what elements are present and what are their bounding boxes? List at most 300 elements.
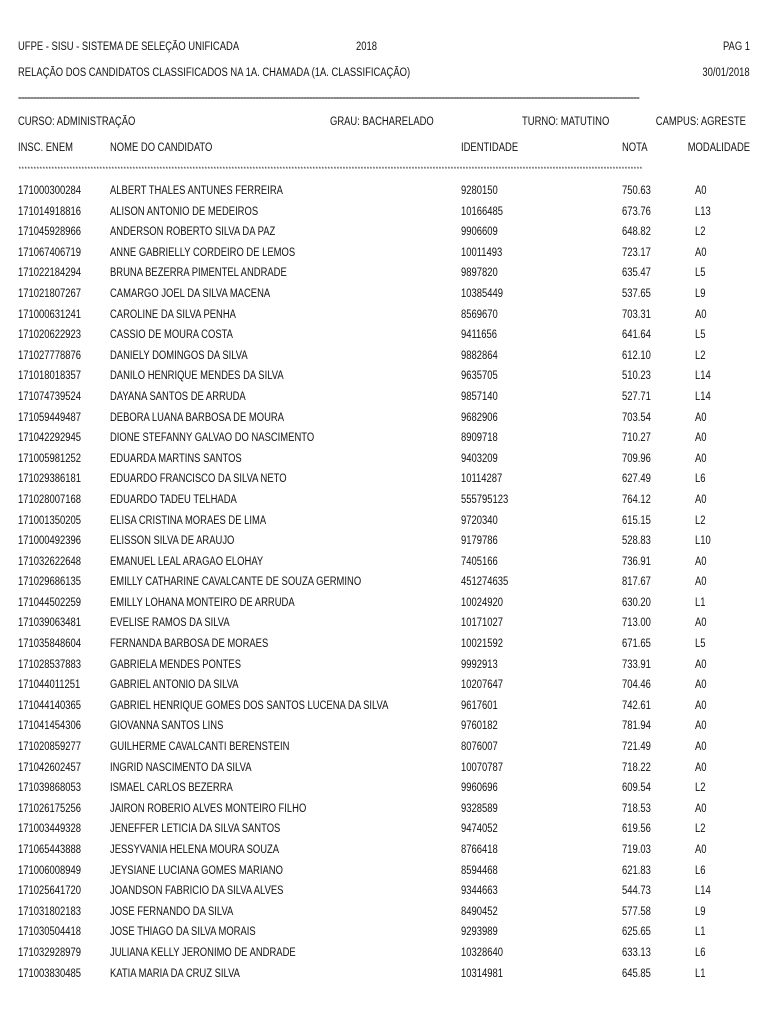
- candidate-name: [110, 308, 264, 322]
- candidate-insc: [18, 390, 95, 404]
- candidate-insc-text: 171039063481: [18, 617, 81, 630]
- candidate-name-text: JULIANA KELLY JERONIMO DE ANDRADE: [110, 946, 296, 959]
- candidate-insc: [18, 308, 95, 322]
- candidate-name-text: JENEFFER LETICIA DA SILVA SANTOS: [110, 823, 281, 836]
- table-row: [0, 864, 768, 885]
- candidate-name-text: ANDERSON ROBERTO SILVA DA PAZ: [110, 226, 276, 239]
- candidate-nota-text: 750.63: [622, 185, 651, 197]
- candidate-nota: [622, 616, 657, 630]
- candidate-nota-text: 615.15: [622, 514, 651, 527]
- candidate-nota: [622, 884, 657, 898]
- candidate-modalidade: [695, 740, 709, 754]
- candidate-identidade-text: 9344663: [461, 885, 498, 898]
- candidate-identidade-text: 9179786: [461, 535, 498, 548]
- candidate-name-text: GUILHERME CAVALCANTI BERENSTEIN: [110, 741, 290, 754]
- candidate-insc-text: 171039868053: [18, 782, 81, 795]
- candidate-nota-text: 633.13: [622, 946, 651, 959]
- candidate-modalidade-text: A0: [695, 741, 707, 754]
- candidate-modalidade: [695, 493, 709, 507]
- candidate-identidade: [461, 246, 511, 260]
- candidate-nota-text: 781.94: [622, 720, 651, 733]
- table-row: [0, 967, 768, 988]
- candidate-name-text: CASSIO DE MOURA COSTA: [110, 329, 233, 342]
- candidate-identidade-text: 10070787: [461, 761, 503, 774]
- candidate-name: [110, 781, 260, 795]
- table-row: [0, 616, 768, 637]
- candidate-identidade: [461, 843, 506, 857]
- report-subtitle: [18, 66, 496, 80]
- candidate-insc: [18, 431, 95, 445]
- candidate-insc-text: 171028007168: [18, 493, 81, 506]
- candidate-name: [110, 246, 336, 260]
- candidate-nota: [622, 699, 657, 713]
- course-degree-text: GRAU: BACHARELADO: [330, 116, 434, 128]
- candidate-modalidade: [695, 596, 708, 610]
- candidate-nota-text: 527.71: [622, 390, 651, 403]
- candidate-insc-text: 171031802183: [18, 905, 81, 918]
- candidate-insc-text: 171020622923: [18, 329, 81, 342]
- candidate-name-text: ELISA CRISTINA MORAES DE LIMA: [110, 514, 267, 527]
- candidate-modalidade: [695, 719, 709, 733]
- candidate-insc: [18, 555, 95, 569]
- candidate-modalidade: [695, 905, 708, 919]
- table-row: [0, 431, 768, 452]
- candidate-name: [110, 555, 297, 569]
- candidate-identidade-text: 10385449: [461, 287, 503, 300]
- candidate-modalidade-text: L1: [695, 967, 706, 980]
- candidate-name-text: INGRID NASCIMENTO DA SILVA: [110, 761, 252, 774]
- table-row: [0, 925, 768, 946]
- candidate-nota-text: 710.27: [622, 432, 651, 445]
- report-year: [356, 40, 382, 54]
- candidate-name: [110, 967, 268, 981]
- candidate-insc-text: 171022184294: [18, 267, 81, 280]
- candidate-modalidade: [695, 802, 709, 816]
- candidate-insc-text: 171035848604: [18, 638, 81, 651]
- candidate-name: [110, 658, 270, 672]
- candidate-identidade: [461, 699, 506, 713]
- candidate-modalidade: [695, 184, 709, 198]
- candidate-modalidade-text: A0: [695, 761, 707, 774]
- candidate-modalidade: [695, 411, 709, 425]
- table-row: [0, 472, 768, 493]
- candidate-modalidade: [695, 761, 709, 775]
- course-campus: [636, 115, 746, 129]
- candidate-insc-text: 171005981252: [18, 452, 81, 465]
- candidate-identidade-text: 9293989: [461, 926, 498, 939]
- candidate-nota-text: 713.00: [622, 617, 651, 630]
- candidate-nota-text: 619.56: [622, 823, 651, 836]
- candidate-modalidade: [695, 658, 709, 672]
- candidate-identidade-text: 8766418: [461, 844, 498, 856]
- candidate-identidade-text: 10011493: [461, 246, 503, 259]
- candidate-identidade-text: 10166485: [461, 205, 503, 218]
- column-header-insc-text: INSC. ENEM: [18, 142, 74, 154]
- candidate-modalidade-text: A0: [695, 802, 707, 815]
- course-shift-text: TURNO: MATUTINO: [522, 116, 610, 128]
- candidate-nota-text: 742.61: [622, 699, 651, 712]
- candidate-nota: [622, 864, 657, 878]
- separator-stars-line: ****************************************************************************************************************************************************************************************************************: [18, 166, 643, 173]
- candidate-nota: [622, 328, 657, 342]
- candidate-insc-text: 171001350205: [18, 514, 81, 527]
- candidate-modalidade-text: A0: [695, 432, 707, 445]
- candidate-nota-text: 721.49: [622, 741, 651, 754]
- candidate-insc: [18, 225, 95, 239]
- system-title: [18, 40, 288, 54]
- candidate-identidade: [461, 616, 512, 630]
- candidate-identidade-text: 9857140: [461, 390, 498, 403]
- candidate-insc: [18, 740, 95, 754]
- candidate-identidade: [461, 719, 506, 733]
- candidate-name-text: DIONE STEFANNY GALVAO DO NASCIMENTO: [110, 432, 315, 445]
- candidate-name: [110, 575, 416, 589]
- column-header-modalidade-text: MODALIDADE: [687, 142, 750, 154]
- candidate-nota: [622, 452, 657, 466]
- candidate-insc-text: 171044502259: [18, 596, 81, 609]
- candidate-name-text: BRUNA BEZERRA PIMENTEL ANDRADE: [110, 267, 287, 280]
- course-campus-text: CAMPUS: AGRESTE: [655, 116, 746, 128]
- table-row: [0, 308, 768, 329]
- table-row: [0, 390, 768, 411]
- candidate-modalidade-text: A0: [695, 844, 707, 856]
- candidate-name-text: EMANUEL LEAL ARAGAO ELOHAY: [110, 555, 264, 568]
- column-header-modalidade: [674, 141, 750, 155]
- candidate-insc: [18, 205, 95, 219]
- candidate-name-text: ALBERT THALES ANTUNES FERREIRA: [110, 185, 283, 197]
- candidate-insc: [18, 369, 95, 383]
- candidate-modalidade: [695, 864, 708, 878]
- candidate-modalidade: [695, 246, 709, 260]
- candidate-modalidade: [695, 308, 709, 322]
- candidate-modalidade: [695, 390, 714, 404]
- candidate-name: [110, 349, 278, 363]
- candidate-name-text: GIOVANNA SANTOS LINS: [110, 720, 224, 733]
- candidate-nota-text: 544.73: [622, 885, 651, 898]
- candidate-insc-text: 171032928979: [18, 946, 81, 959]
- candidate-insc-text: 171018018357: [18, 370, 81, 383]
- candidate-insc-text: 171032622648: [18, 555, 81, 568]
- candidate-modalidade: [695, 287, 708, 301]
- column-header-nome-text: NOME DO CANDIDATO: [110, 142, 213, 154]
- candidate-modalidade-text: A0: [695, 411, 707, 424]
- candidate-modalidade-text: L6: [695, 473, 706, 486]
- table-row: [0, 822, 768, 843]
- candidate-identidade-text: 10114287: [461, 473, 503, 486]
- candidate-name: [110, 637, 303, 651]
- candidate-identidade: [461, 946, 512, 960]
- candidate-modalidade-text: L5: [695, 267, 706, 280]
- candidate-name-text: ELISSON SILVA DE ARAUJO: [110, 535, 235, 548]
- candidate-identidade: [461, 555, 506, 569]
- candidate-nota-text: 703.54: [622, 411, 651, 424]
- candidate-identidade-text: 10171027: [461, 617, 503, 630]
- table-row: [0, 761, 768, 782]
- candidate-nota-text: 645.85: [622, 967, 651, 980]
- candidate-name: [110, 699, 450, 713]
- candidate-identidade-text: 10021592: [461, 638, 503, 651]
- candidate-insc: [18, 719, 95, 733]
- candidate-nota: [622, 369, 657, 383]
- separator-equals-line: ===============================================================================================================================================================================================================: [18, 95, 640, 102]
- candidate-insc-text: 171042292945: [18, 432, 81, 445]
- candidate-name-text: GABRIELA MENDES PONTES: [110, 658, 242, 671]
- candidate-nota: [622, 658, 657, 672]
- candidate-name: [110, 225, 312, 239]
- candidate-nota-text: 648.82: [622, 226, 651, 239]
- candidate-modalidade-text: L1: [695, 926, 706, 939]
- candidate-insc: [18, 637, 95, 651]
- candidate-insc: [18, 905, 95, 919]
- candidate-nota: [622, 719, 657, 733]
- candidate-modalidade: [695, 328, 708, 342]
- candidate-modalidade-text: L14: [695, 390, 711, 403]
- candidate-name-text: EMILLY CATHARINE CAVALCANTE DE SOUZA GERMINO: [110, 576, 362, 589]
- table-row: [0, 452, 768, 473]
- candidate-insc-text: 171065443888: [18, 844, 81, 856]
- candidate-identidade: [461, 184, 506, 198]
- candidate-insc: [18, 802, 95, 816]
- candidate-nota: [622, 349, 657, 363]
- report-year-text: 2018: [356, 41, 377, 53]
- candidate-nota-text: 630.20: [622, 596, 651, 609]
- candidate-identidade: [461, 266, 506, 280]
- candidate-nota: [622, 205, 657, 219]
- candidate-insc: [18, 411, 95, 425]
- candidate-identidade-text: 9760182: [461, 720, 498, 733]
- candidate-name-text: DEBORA LUANA BARBOSA DE MOURA: [110, 411, 284, 424]
- candidate-nota: [622, 411, 657, 425]
- candidate-identidade: [461, 658, 506, 672]
- candidate-nota: [622, 575, 657, 589]
- candidate-identidade-text: 9682906: [461, 411, 498, 424]
- candidate-identidade: [461, 205, 512, 219]
- table-row: [0, 514, 768, 535]
- candidate-identidade-text: 10207647: [461, 679, 503, 692]
- candidate-nota-text: 625.65: [622, 926, 651, 939]
- candidate-name: [110, 843, 316, 857]
- table-row: [0, 802, 768, 823]
- candidate-insc: [18, 761, 95, 775]
- candidate-identidade-text: 9992913: [461, 658, 498, 671]
- candidate-modalidade-text: A0: [695, 185, 707, 197]
- candidate-insc-text: 171042602457: [18, 761, 81, 774]
- candidate-insc: [18, 781, 95, 795]
- candidate-insc-text: 171028537883: [18, 658, 81, 671]
- candidate-modalidade: [695, 575, 709, 589]
- candidate-modalidade-text: A0: [695, 699, 707, 712]
- candidate-name-text: GABRIEL ANTONIO DA SILVA: [110, 679, 239, 692]
- candidate-modalidade-text: L2: [695, 226, 706, 239]
- candidate-insc: [18, 678, 94, 692]
- candidate-modalidade: [695, 967, 708, 981]
- candidate-insc: [18, 349, 95, 363]
- candidate-name: [110, 266, 326, 280]
- table-row: [0, 699, 768, 720]
- candidate-identidade-text: 9403209: [461, 452, 498, 465]
- candidate-name-text: CAROLINE DA SILVA PENHA: [110, 308, 236, 321]
- candidate-insc: [18, 616, 95, 630]
- candidate-modalidade-text: A0: [695, 308, 707, 321]
- column-header-identidade-text: IDENTIDADE: [461, 142, 519, 154]
- candidate-name-text: ISMAEL CARLOS BEZERRA: [110, 782, 233, 795]
- course-name-text: CURSO: ADMINISTRAÇÃO: [18, 116, 136, 128]
- candidate-insc: [18, 452, 95, 466]
- candidate-name: [110, 328, 260, 342]
- candidate-modalidade: [695, 637, 708, 651]
- candidate-modalidade-text: A0: [695, 452, 707, 465]
- candidate-insc-text: 171029386181: [18, 473, 81, 486]
- candidate-modalidade: [695, 452, 709, 466]
- candidate-insc-text: 171000631241: [18, 308, 81, 321]
- candidate-nota: [622, 390, 657, 404]
- table-row: [0, 266, 768, 287]
- candidate-name: [110, 864, 321, 878]
- candidate-insc-text: 171000300284: [18, 185, 81, 197]
- table-row: [0, 246, 768, 267]
- system-title-text: UFPE - SISU - SISTEMA DE SELEÇÃO UNIFICADA: [18, 41, 240, 53]
- table-row: [0, 205, 768, 226]
- candidate-modalidade: [695, 266, 708, 280]
- table-row: [0, 349, 768, 370]
- candidate-nota: [622, 431, 657, 445]
- candidate-modalidade: [695, 514, 708, 528]
- candidate-name-text: FERNANDA BARBOSA DE MORAES: [110, 638, 269, 651]
- table-row: [0, 493, 768, 514]
- course-shift: [522, 115, 628, 129]
- candidate-nota-text: 733.91: [622, 658, 651, 671]
- candidate-nota-text: 621.83: [622, 864, 651, 877]
- candidate-modalidade: [695, 822, 708, 836]
- candidate-identidade: [461, 431, 506, 445]
- candidate-name: [110, 761, 283, 775]
- candidate-identidade-text: 8076007: [461, 741, 498, 754]
- candidate-name: [110, 802, 349, 816]
- table-row: [0, 369, 768, 390]
- candidate-identidade-text: 9328589: [461, 802, 498, 815]
- candidate-identidade: [461, 822, 506, 836]
- candidate-name-text: JESSYVANIA HELENA MOURA SOUZA: [110, 844, 280, 856]
- candidate-name-text: EDUARDA MARTINS SANTOS: [110, 452, 242, 465]
- candidate-name: [110, 493, 265, 507]
- table-row: [0, 740, 768, 761]
- column-header-nota: [622, 141, 653, 155]
- table-row: [0, 637, 768, 658]
- course-name: [18, 115, 161, 129]
- table-row: [0, 575, 768, 596]
- column-header-nome: [110, 141, 235, 155]
- candidate-name-text: ANNE GABRIELLY CORDEIRO DE LEMOS: [110, 246, 296, 259]
- candidate-modalidade: [695, 205, 714, 219]
- table-row: [0, 905, 768, 926]
- candidate-nota: [622, 225, 657, 239]
- candidate-modalidade-text: A0: [695, 493, 707, 506]
- table-row: [0, 843, 768, 864]
- candidate-insc: [18, 843, 95, 857]
- candidate-insc: [18, 925, 95, 939]
- candidate-modalidade-text: L13: [695, 205, 711, 218]
- candidate-insc-text: 171006008949: [18, 864, 81, 877]
- candidate-modalidade-text: L10: [695, 535, 711, 548]
- candidate-name-text: DAYANA SANTOS DE ARRUDA: [110, 390, 246, 403]
- candidate-nota: [622, 596, 657, 610]
- candidate-nota: [622, 761, 657, 775]
- table-row: [0, 678, 768, 699]
- candidate-identidade: [461, 596, 512, 610]
- candidate-modalidade-text: L14: [695, 885, 711, 898]
- column-header-identidade: [461, 141, 531, 155]
- candidate-name: [110, 534, 262, 548]
- candidate-insc: [18, 884, 95, 898]
- candidate-name-text: ALISON ANTONIO DE MEDEIROS: [110, 205, 259, 218]
- candidate-identidade-text: 9882864: [461, 349, 498, 362]
- candidate-insc: [18, 575, 95, 589]
- candidate-modalidade-text: L9: [695, 905, 706, 918]
- candidate-insc: [18, 514, 95, 528]
- candidate-identidade: [461, 575, 519, 589]
- candidate-nota-text: 528.83: [622, 535, 651, 548]
- candidate-identidade: [461, 349, 506, 363]
- candidate-name: [110, 822, 318, 836]
- candidate-identidade: [461, 472, 511, 486]
- candidate-nota-text: 704.46: [622, 679, 651, 692]
- candidate-nota-text: 719.03: [622, 844, 651, 856]
- candidate-identidade-text: 9960696: [461, 782, 498, 795]
- candidate-identidade: [461, 637, 512, 651]
- course-degree: [330, 115, 457, 129]
- candidate-name: [110, 472, 325, 486]
- candidate-insc: [18, 246, 95, 260]
- candidate-insc-text: 171041454306: [18, 720, 81, 733]
- page-number-text: PAG 1: [722, 41, 750, 53]
- candidate-identidade: [461, 308, 506, 322]
- candidate-identidade: [461, 493, 519, 507]
- table-row: [0, 328, 768, 349]
- candidate-insc-text: 171067406719: [18, 246, 81, 259]
- candidate-name-text: EDUARDO FRANCISCO DA SILVA NETO: [110, 473, 287, 486]
- candidate-identidade: [461, 287, 512, 301]
- candidates-list: [0, 184, 768, 987]
- candidate-nota: [622, 246, 657, 260]
- candidate-identidade-text: 8490452: [461, 905, 498, 918]
- separator-stars: [18, 166, 750, 173]
- candidate-identidade: [461, 369, 506, 383]
- candidate-insc: [18, 596, 95, 610]
- table-row: [0, 555, 768, 576]
- candidate-identidade: [461, 225, 506, 239]
- candidate-name-text: JOANDSON FABRICIO DA SILVA ALVES: [110, 885, 284, 898]
- candidate-identidade: [461, 390, 506, 404]
- candidate-identidade-text: 8569670: [461, 308, 498, 321]
- candidate-name: [110, 205, 291, 219]
- candidate-modalidade-text: A0: [695, 555, 707, 568]
- candidate-identidade: [461, 884, 506, 898]
- candidate-nota-text: 510.23: [622, 370, 651, 383]
- candidate-modalidade: [695, 678, 709, 692]
- table-row: [0, 781, 768, 802]
- table-row: [0, 596, 768, 617]
- candidate-identidade-text: 9635705: [461, 370, 498, 383]
- candidate-modalidade-text: A0: [695, 246, 707, 259]
- candidate-modalidade-text: L2: [695, 823, 706, 836]
- candidate-insc-text: 171026175256: [18, 802, 81, 815]
- candidate-modalidade-text: L6: [695, 864, 706, 877]
- candidate-name: [110, 678, 267, 692]
- report-subtitle-text: RELAÇÃO DOS CANDIDATOS CLASSIFICADOS NA 1A. CHAMADA (1A. CLASSIFICAÇÃO): [18, 67, 411, 79]
- candidate-modalidade-text: L2: [695, 782, 706, 795]
- candidate-identidade: [461, 678, 512, 692]
- candidate-name-text: EDUARDO TADEU TELHADA: [110, 493, 237, 506]
